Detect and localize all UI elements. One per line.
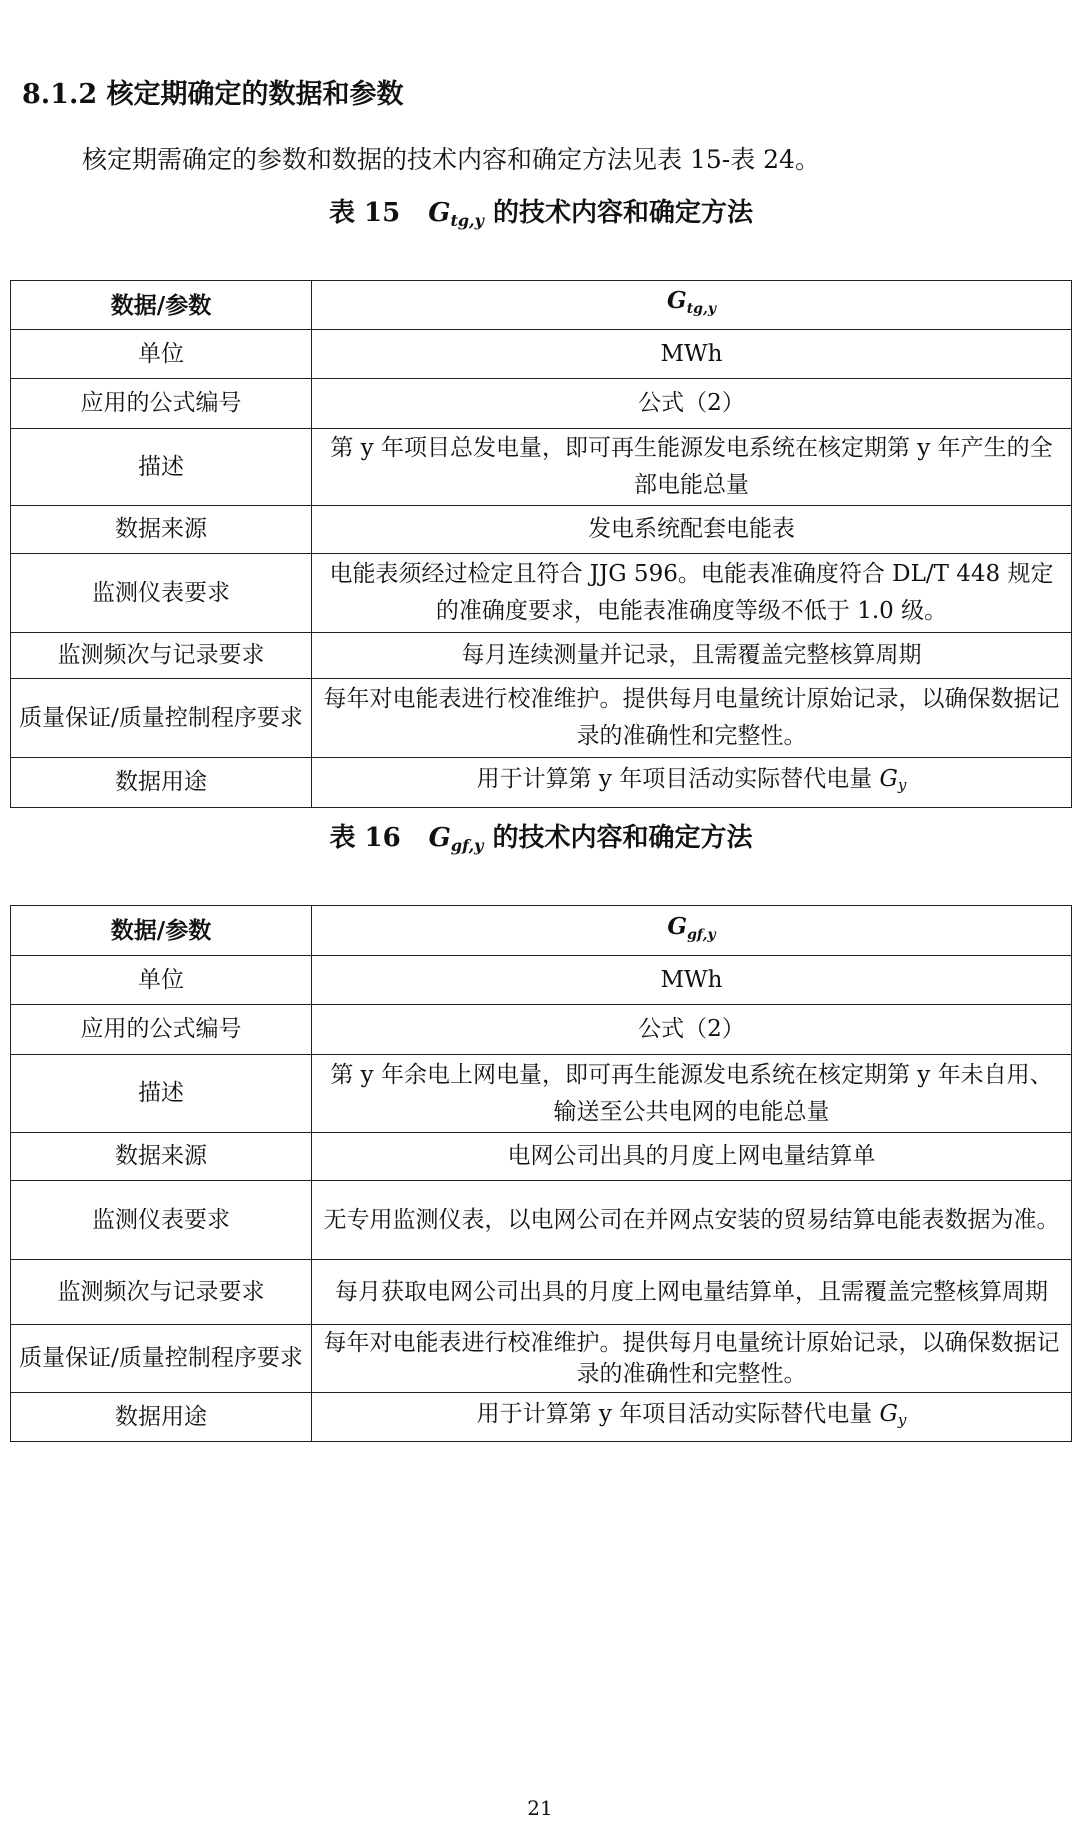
table-16-caption [10,817,1072,855]
table-row [11,1260,1072,1325]
table-16 [10,905,1072,1442]
header-symbol-cell [312,281,1072,330]
table-row [11,379,1072,429]
table-16-caption-number: 表 16 [329,823,401,853]
table-row [11,506,1072,554]
header-symbol-cell [312,906,1072,956]
row-label: 监测仪表要求 [11,1181,312,1260]
row-value-text: 用于计算第 y 年项目活动实际替代电量 [476,766,873,792]
row-value: 每年对电能表进行校准维护。提供每月电量统计原始记录，以确保数据记录的准确性和完整性。 [312,679,1072,758]
header-subscript: gf,y [687,926,716,943]
row-value: MWh [312,330,1072,379]
table-15-caption-symbol: G [428,198,451,228]
header-label-cell: 数据/参数 [11,281,312,330]
row-value: MWh [312,956,1072,1005]
table-row [11,1181,1072,1260]
row-label: 数据来源 [11,506,312,554]
table-15-caption [10,192,1072,230]
row-label: 应用的公式编号 [11,1005,312,1055]
row-value: 公式（2） [312,1005,1072,1055]
row-label: 数据来源 [11,1133,312,1181]
table-16-caption-subscript: gf,y [450,836,484,855]
row-value: 每月连续测量并记录，且需覆盖完整核算周期 [312,633,1072,679]
row-value: 每月获取电网公司出具的月度上网电量结算单，且需覆盖完整核算周期 [312,1260,1072,1325]
table-16-caption-text: 的技术内容和确定方法 [492,823,753,853]
row-value-symbol: G [879,766,898,792]
table-15-caption-number: 表 15 [329,198,401,228]
row-label: 监测频次与记录要求 [11,633,312,679]
table-row [11,330,1072,379]
row-label: 描述 [11,429,312,506]
row-value: 发电系统配套电能表 [312,506,1072,554]
table-15 [10,280,1072,808]
row-label: 数据用途 [11,1393,312,1442]
row-value: 电网公司出具的月度上网电量结算单 [312,1133,1072,1181]
row-value: 电能表须经过检定且符合 JJG 596。电能表准确度符合 DL/T 448 规定的准确度要求，电能表准确度等级不低于 1.0 级。 [312,554,1072,633]
row-label: 应用的公式编号 [11,379,312,429]
row-value-symbol: G [879,1400,898,1427]
row-value: 每年对电能表进行校准维护。提供每月电量统计原始记录，以确保数据记录的准确性和完整性。 [312,1325,1072,1393]
table-row [11,1393,1072,1442]
row-value-subscript: y [897,1410,907,1429]
table-row [11,429,1072,506]
table-row [11,554,1072,633]
table-15-caption-subscript: tg,y [450,211,484,230]
table-row [11,281,1072,330]
header-subscript: tg,y [686,301,716,317]
row-label: 监测频次与记录要求 [11,1260,312,1325]
section-heading: 8.1.2 核定期确定的数据和参数 [22,79,404,110]
row-value: 无专用监测仪表，以电网公司在并网点安装的贸易结算电能表数据为准。 [312,1181,1072,1260]
page-number: 21 [527,1796,553,1820]
header-symbol: G [667,287,687,314]
header-label-cell: 数据/参数 [11,906,312,956]
table-row [11,1133,1072,1181]
table-row [11,758,1072,808]
row-value: 第 y 年余电上网电量，即可再生能源发电系统在核定期第 y 年未自用、输送至公共电网的电能总量 [312,1055,1072,1133]
table-row [11,633,1072,679]
table-row [11,906,1072,956]
header-symbol: G [667,912,688,940]
row-label: 数据用途 [11,758,312,808]
row-label: 监测仪表要求 [11,554,312,633]
row-label: 单位 [11,330,312,379]
row-value [312,1393,1072,1442]
row-label: 质量保证/质量控制程序要求 [11,1325,312,1393]
table-row [11,1325,1072,1393]
table-row [11,1055,1072,1133]
row-value: 第 y 年项目总发电量，即可再生能源发电系统在核定期第 y 年产生的全部电能总量 [312,429,1072,506]
table-row [11,956,1072,1005]
row-value [312,758,1072,808]
table-row [11,679,1072,758]
intro-paragraph: 核定期需确定的参数和数据的技术内容和确定方法见表 15-表 24。 [82,145,820,174]
row-label: 单位 [11,956,312,1005]
row-value-text: 用于计算第 y 年项目活动实际替代电量 [476,1400,873,1427]
row-value: 公式（2） [312,379,1072,429]
table-row [11,1005,1072,1055]
table-15-caption-text: 的技术内容和确定方法 [492,198,753,228]
row-value-subscript: y [897,776,907,794]
row-label: 描述 [11,1055,312,1133]
row-label: 质量保证/质量控制程序要求 [11,679,312,758]
table-16-caption-symbol: G [428,823,451,853]
